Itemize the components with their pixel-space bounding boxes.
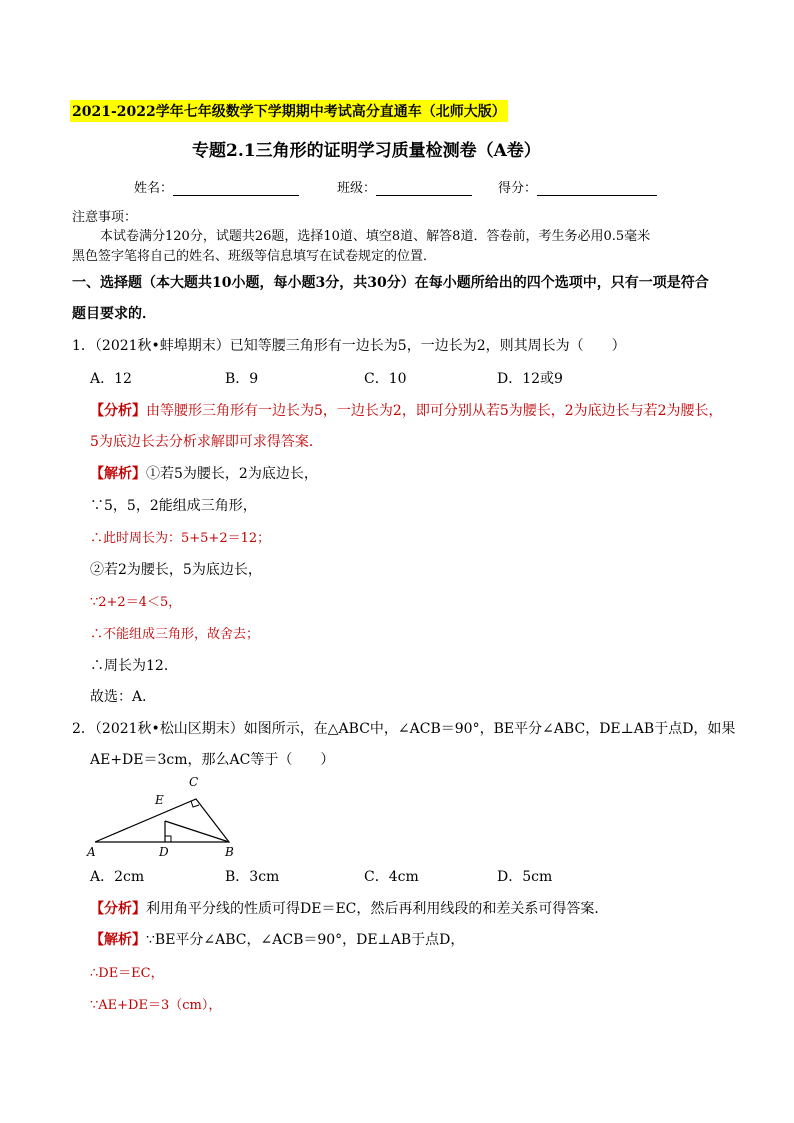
q2-option-a: A．2cm — [90, 869, 145, 885]
q1-option-d: D．12或9 — [497, 371, 563, 387]
class-label: 班级： — [337, 181, 377, 196]
q2-solution-tag: 【解析】 — [90, 932, 146, 948]
q2-stem-line2: AE+DE＝3cm，那么AC等于（ ） — [90, 752, 335, 768]
q1-solution-line4: ②若2为腰长，5为底边长， — [90, 562, 262, 578]
label-b: B — [225, 845, 234, 859]
q1-stem: 1．（2021秋•蚌埠期末）已知等腰三角形有一边长为5，一边长为2，则其周长为（ ） — [72, 338, 626, 354]
q2-solution-text1: ∵BE平分∠ABC，∠ACB＝90°，DE⊥AB于点D， — [146, 932, 465, 948]
section1-line2: 题目要求的． — [72, 306, 156, 322]
q2-option-c: C．4cm — [364, 869, 419, 885]
q1-solution-line3: ∴此时周长为：5+5+2＝12； — [90, 531, 271, 546]
score-label: 得分： — [498, 181, 538, 196]
triangle-figure — [85, 772, 245, 862]
label-d: D — [159, 845, 169, 859]
q1-solution-line2: ∵5，5，2能组成三角形， — [90, 498, 257, 514]
q1-solution-tag: 【解析】 — [90, 466, 146, 482]
label-e: E — [155, 793, 164, 807]
page-title: 专题2.1三角形的证明学习质量检测卷（A卷） — [192, 141, 541, 161]
section1-line1: 一、选择题（本大题共10小题，每小题3分，共30分）在每小题所给出的四个选项中，只有一项是符合 — [72, 275, 709, 291]
label-c: C — [189, 775, 199, 789]
q1-solution-line5: ∵2+2＝4＜5， — [90, 595, 182, 610]
q1-solution-text1: ①若5为腰长，2为底边长， — [146, 466, 318, 482]
q2-option-d: D．5cm — [497, 869, 553, 885]
name-label: 姓名： — [134, 181, 174, 196]
q2-solution-line3: ∵AE+DE＝3（cm）， — [90, 998, 222, 1013]
q2-solution-line1 — [90, 929, 464, 949]
class-blank — [376, 181, 472, 196]
class-field — [337, 177, 472, 196]
q1-analysis-text: 由等腰形三角形有一边长为5，一边长为2，即可分别从若5为腰长，2为底边长与若2为腰长， — [146, 403, 723, 419]
score-field — [498, 177, 657, 196]
q2-option-b: B．3cm — [225, 869, 280, 885]
score-blank — [537, 181, 657, 196]
q1-solution-line7: ∴周长为12． — [90, 658, 178, 674]
series-banner: 2021-2022学年七年级数学下学期期中考试高分直通车（北师大版） — [70, 100, 508, 122]
q2-analysis-tag: 【分析】 — [90, 901, 146, 917]
q1-solution-line8: 故选：A． — [90, 689, 157, 705]
q2-analysis-line — [90, 898, 608, 918]
q2-stem-line1: 2．（2021秋•松山区期末）如图所示，在△ABC中，∠ACB＝90°，BE平分∠ABC，DE⊥AB于点D，如果 — [72, 721, 736, 737]
name-blank — [173, 181, 299, 196]
q1-option-a: A．12 — [90, 371, 132, 387]
q1-option-c: C．10 — [364, 371, 407, 387]
label-a: A — [87, 845, 96, 859]
q1-analysis-tag: 【分析】 — [90, 403, 146, 419]
notes-line1: 本试卷满分120分，试题共26题，选择10道、填空8道、解答8道．答卷前，考生务必用0.5毫米 — [100, 229, 651, 244]
q1-option-b: B．9 — [225, 371, 259, 387]
q1-analysis-line2: 5为底边长去分析求解即可求得答案． — [90, 434, 323, 450]
right-angle-d — [165, 836, 171, 842]
q2-analysis-text: 利用角平分线的性质可得DE＝EC，然后再利用线段的和差关系可得答案． — [146, 901, 609, 917]
q1-solution-line6: ∴不能组成三角形，故舍去； — [90, 627, 260, 642]
q1-analysis-line1 — [90, 400, 723, 420]
q2-solution-line2: ∴DE＝EC， — [90, 966, 164, 981]
q1-solution-line1 — [90, 463, 318, 483]
notes-line2: 黑色签字笔将自己的姓名、班级等信息填写在试卷规定的位置． — [72, 249, 437, 264]
notes-heading: 注意事项： — [72, 210, 138, 225]
segment-be — [165, 821, 229, 842]
name-field — [134, 177, 299, 196]
